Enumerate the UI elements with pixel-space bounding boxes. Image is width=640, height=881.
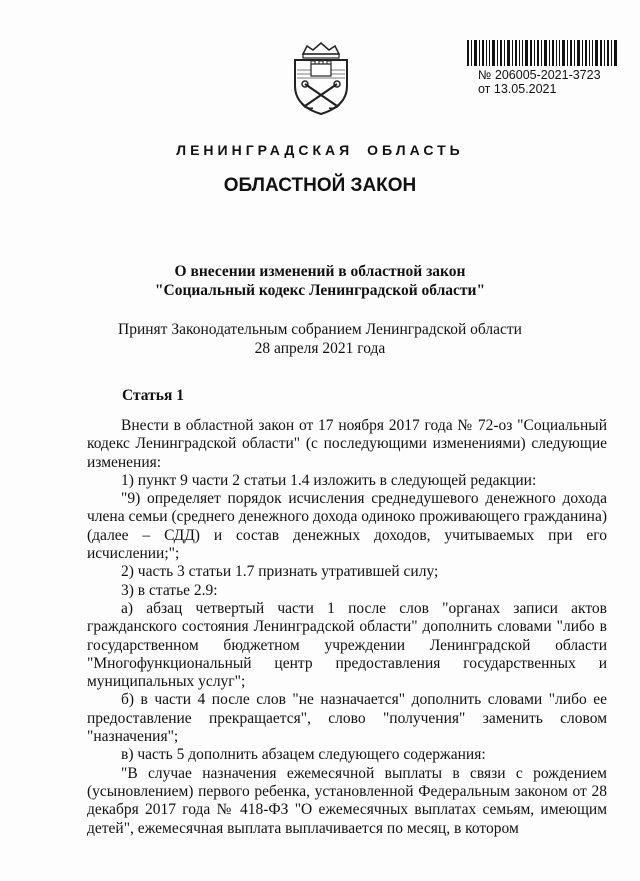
adoption-date: 28 апреля 2021 года — [254, 340, 386, 357]
paragraph: 1) пункт 9 части 2 статьи 1.4 изложить в следующей редакции: — [121, 471, 537, 489]
registration-date: от 13.05.2021 — [478, 82, 557, 96]
coat-of-arms-emblem — [289, 40, 353, 116]
paragraph: "9) определяет порядок исчисления среднедушевого денежного дохода члена семьи (среднего денежного дохода одиноко проживающего гражданина) (далее – СДД) и состав денежных доходов, учитываемых при его исчислении;"; — [87, 490, 607, 563]
region-word-2: ОБЛАСТЬ — [367, 142, 464, 158]
region-word-1: ЛЕНИНГРАДСКАЯ — [176, 142, 354, 158]
paragraph: 2) часть 3 статьи 1.7 признать утратившей силу; — [121, 563, 439, 581]
barcode — [467, 40, 617, 66]
paragraph: 3) в статье 2.9: — [121, 581, 218, 599]
registration-number: № 206005-2021-3723 — [478, 68, 601, 82]
paragraph: б) в части 4 после слов "не назначается" дополнить словами "либо ее предоставление прекращается", слово "получения" заменить словом "назначения"; — [87, 691, 607, 746]
law-type-title: ОБЛАСТНОЙ ЗАКОН — [223, 175, 417, 196]
law-subject-line-2: "Социальный кодекс Ленинградской области" — [154, 282, 486, 299]
region-heading — [0, 142, 640, 158]
article-title: Статья 1 — [122, 387, 184, 404]
registration-info — [478, 68, 601, 96]
law-subject-line-1: О внесении изменений в областной закон — [174, 263, 466, 280]
adoption-line-1: Принят Законодательным собранием Ленинградской области — [118, 321, 522, 338]
paragraph: в) часть 5 дополнить абзацем следующего содержания: — [121, 746, 486, 764]
paragraph: Внести в областной закон от 17 ноября 2017 года № 72-оз "Социальный кодекс Ленинградской области" (с последующими изменениями) следующие изменения: — [87, 417, 607, 471]
paragraph: "В случае назначения ежемесячной выплаты в связи с рождением (усыновлением) первого ребенка, установленной Федеральным законом от 28 декабря 2017 года № 418-ФЗ "О ежемесячных выплатах семьям, имеющим детей", ежемесячная выплата выплачивается по месяц, в котором — [87, 764, 607, 837]
law-subject — [0, 262, 640, 300]
article-body — [87, 417, 607, 838]
paragraph: а) абзац четвертый части 1 после слов "органах записи актов гражданского состояния Ленинградской области" дополнить словами "либо в государственном бюджетном учреждении Ленинградской области "Многофункциональный центр предоставления государственных и муниципальных услуг"; — [87, 599, 607, 691]
adoption-info — [0, 320, 640, 358]
